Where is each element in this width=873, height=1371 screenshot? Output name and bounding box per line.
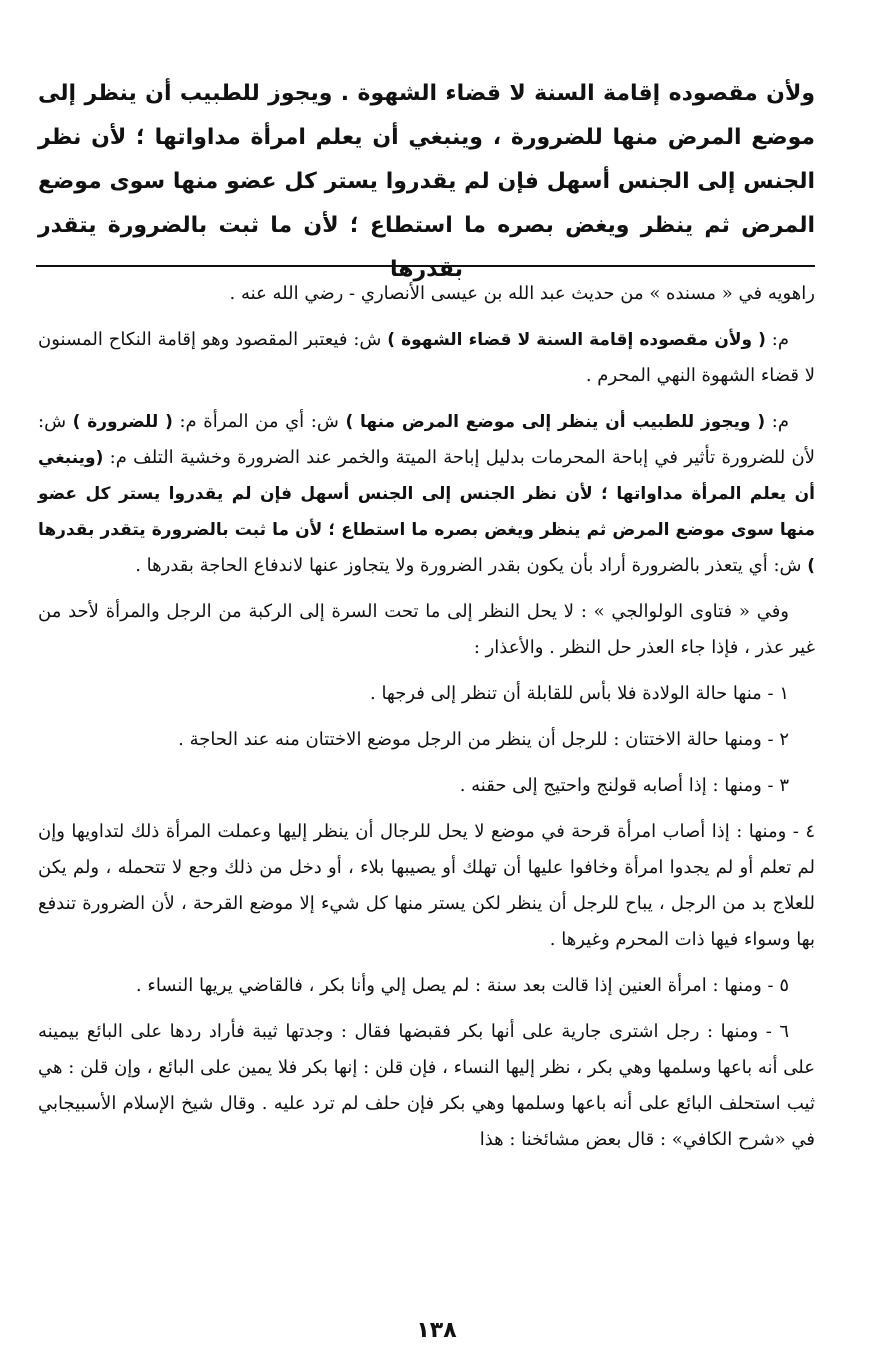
quoted-matn: ( ولأن مقصوده إقامة السنة لا قضاء الشهوة ) — [387, 330, 766, 350]
sharh-text: ش: فيعتبر المقصود وهو إقامة النكاح المسنون لا قضاء الشهوة النهي المحرم . — [38, 329, 815, 386]
list-item: ٢ - ومنها حالة الاختتان : للرجل أن ينظر من الرجل موضع الاختتان منه عند الحاجة . — [178, 729, 789, 750]
sharh-text: ش: أي من المرأة م: — [172, 411, 346, 432]
list-item: ٥ - ومنها : امرأة العنين إذا قالت بعد سنة : لم يصل إلي وأنا بكر ، فالقاضي يريها النساء . — [135, 975, 789, 996]
list-item: ١ - منها حالة الولادة فلا بأس للقابلة أن تنظر إلى فرجها . — [370, 683, 789, 704]
quoted-matn: (وينبغي أن يعلم المرأة مداواتها ؛ لأن نظر الجنس إلى الجنس أسهل فإن لم يقدروا يستر كل عضو منها سوى موضع المرض ثم ينظر ويغض بصره ما استطاع ؛ لأن ما ثبت بالضرورة يتقدر بقدرها ) — [38, 448, 815, 576]
separator-line — [36, 265, 815, 267]
list-item: ٤ - ومنها : إذا أصاب امرأة قرحة في موضع لا يحل للرجال أن ينظر إليها وعملت المرأة ذلك لتداويها وإن لم تعلم أو لم يجدوا امرأة وخافوا عليها أن تهلك أو يصيبها بلاء ، أو دخل من ذلك وجع لا تتحمله ، ولم يكن للعلاج بد من الرجل ، يباح للرجل أن ينظر لكن يستر منها كل شيء إلا موضع القرحة ، لأن الضرورة تندفع بها وسواء فيها ذات المحرم وغيرها . — [38, 821, 815, 950]
matn-marker: م: — [765, 329, 789, 350]
list-item: ٣ - ومنها : إذا أصابه قولنج واحتيج إلى حقنه . — [459, 775, 789, 796]
commentary-paragraph — [38, 322, 815, 394]
list-item: ٦ - ومنها : رجل اشترى جارية على أنها بكر فقبضها فقال : وجدتها ثيبة فأراد ردها على البائع بيمينه على أنه باعها وسلمها وهي بكر ، نظر إليها النساء ، فإن قلن : إنها بكر فلا يمين على البائع ، وإن قلن : هي ثيب استحلف البائع على أنه باعها وسلمها وهي بكر فإن حلف لم ترد عليه . وقال شيخ الإسلام الأسبيجابي في «شرح الكافي» : قال بعض مشائخنا : هذا — [38, 1021, 815, 1150]
sharh-text: ش: لأن للضرورة تأثير في إباحة المحرمات بدليل إباحة الميتة والخمر عند الضرورة وخشية التلف م: — [38, 411, 815, 468]
matn-text: ولأن مقصوده إقامة السنة لا قضاء الشهوة . ويجوز للطبيب أن ينظر إلى موضع المرض منها للضرورة ، وينبغي أن يعلم امرأة مداواتها ؛ لأن نظر الجنس إلى الجنس أسهل فإن لم يقدروا يستر كل عضو منها سوى موضع المرض ثم ينظر ويغض بصره ما استطاع ؛ لأن ما ثبت بالضرورة يتقدر بقدرها — [38, 81, 815, 282]
commentary-paragraph: وفي « فتاوى الولوالجي » : لا يحل النظر إلى ما تحت السرة إلى الركبة من الرجل والمرأة لأحد من غير عذر ، فإذا جاء العذر حل النظر . والأعذار : — [38, 601, 815, 658]
commentary-paragraph — [38, 404, 815, 584]
sharh-text: ش: أي يتعذر بالضرورة أراد بأن يكون بقدر الضرورة ولا يتجاوز عنها لاندفاع الحاجة بقدرها . — [135, 555, 808, 576]
page-number: ١٣٨ — [416, 1318, 457, 1343]
commentary-text — [38, 276, 815, 1168]
commentary-paragraph: راهويه في « مسنده » من حديث عبد الله بن عيسى الأنصاري - رضي الله عنه . — [229, 283, 815, 304]
quoted-matn: ( للضرورة ) — [72, 412, 173, 432]
quoted-matn: ( ويجوز للطبيب أن ينظر إلى موضع المرض منها ) — [345, 412, 766, 432]
matn-marker: م: — [765, 411, 790, 432]
